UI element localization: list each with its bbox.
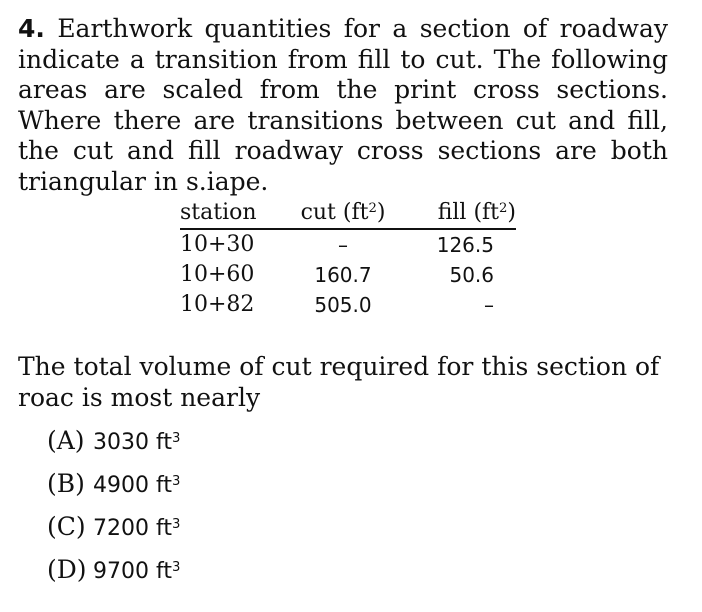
problem-paragraph: [18, 14, 668, 197]
header-fill: fill $(ft^2)$: [410, 198, 516, 229]
option-value: 4900 $ft^3$: [93, 473, 181, 498]
question-prompt: [18, 352, 668, 413]
option-value: 3030 $ft^3$: [93, 430, 181, 455]
option-value: 9700 $ft^3$: [93, 559, 181, 584]
row-cut: 505.0: [314, 293, 372, 317]
problem-statement: [18, 14, 668, 197]
question-number: 4.: [18, 14, 45, 43]
header-cut: cut $(ft^2)$: [290, 198, 410, 229]
row-cut: –: [338, 233, 348, 257]
problem-text: Earthwork quantities for a section of roadway indicate a transition from fill to cut. The following areas are scaled from the print cross sections. Where there are transitions between cut and fill, the cut and fill roadway cross sections are both triangular in s.iape.: [18, 14, 668, 196]
row-station: 10+30: [180, 232, 255, 257]
option-b[interactable]: [47, 469, 180, 512]
header-station: station: [180, 198, 290, 229]
option-a[interactable]: [47, 426, 180, 469]
row-fill: 126.5: [436, 233, 494, 257]
option-letter: (D): [47, 555, 87, 584]
row-station: 10+60: [180, 262, 255, 287]
option-d[interactable]: [47, 555, 180, 598]
table-row: [180, 229, 516, 260]
row-cut: 160.7: [314, 263, 372, 287]
option-letter: (B): [47, 469, 85, 498]
row-fill: –: [484, 293, 494, 317]
row-fill: 50.6: [449, 263, 494, 287]
row-station: 10+82: [180, 292, 255, 317]
option-letter: (C): [47, 512, 86, 541]
option-value: 7200 $ft^3$: [93, 516, 181, 541]
option-c[interactable]: [47, 512, 180, 555]
answer-options: [47, 426, 180, 598]
table-row: [180, 290, 516, 320]
question-text: The total volume of cut required for this section of roac is most nearly: [18, 352, 660, 412]
table-header-row: [180, 198, 516, 229]
areas-table: [180, 198, 516, 320]
option-letter: (A): [47, 426, 85, 455]
table-row: [180, 260, 516, 290]
